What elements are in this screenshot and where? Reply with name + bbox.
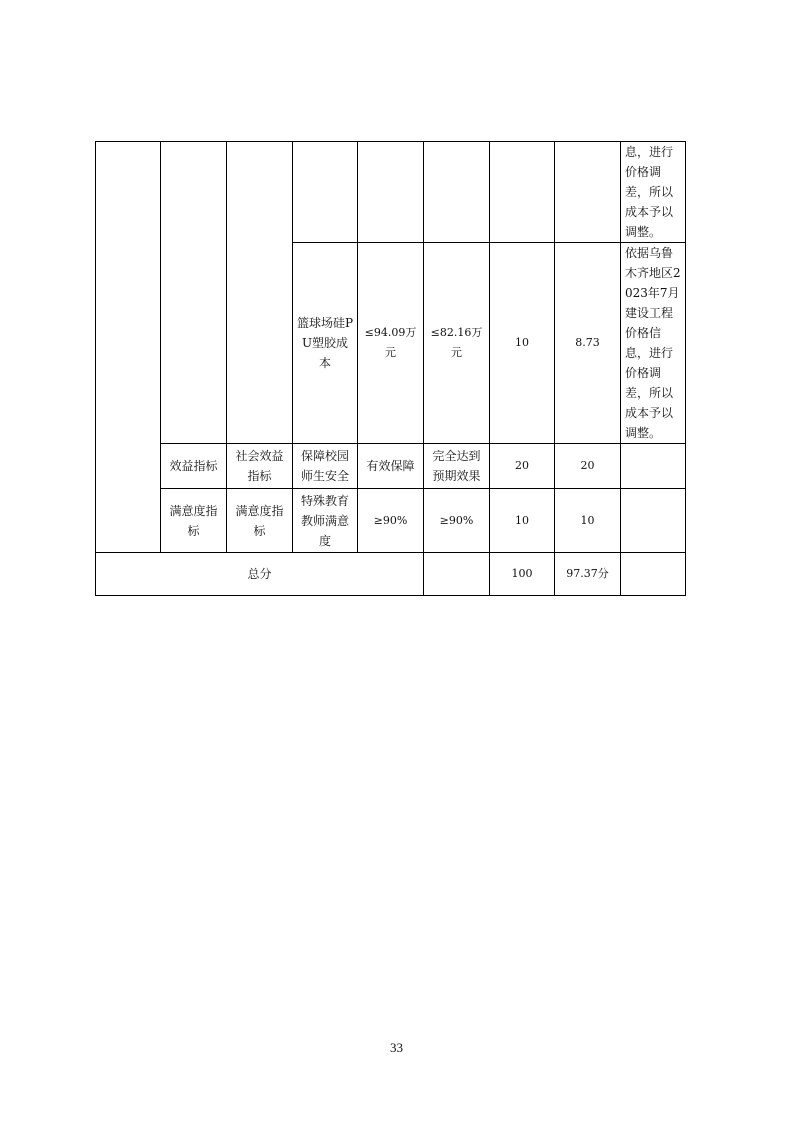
deviation-reason-cell	[621, 444, 686, 489]
deviation-reason-cell: 息，进行价格调差，所以成本予以调整。	[621, 142, 686, 243]
total-score: 97.37分	[555, 553, 621, 596]
actual-value-cell	[424, 142, 490, 243]
score-cell	[555, 142, 621, 243]
indicator-cell: 特殊教育教师满意度	[293, 489, 358, 553]
score-cell: 8.73	[555, 243, 621, 444]
total-note-cell	[621, 553, 686, 596]
table-row	[96, 142, 686, 243]
weight-score-cell: 10	[490, 243, 555, 444]
weight-score-cell: 10	[490, 489, 555, 553]
weight-score-cell: 20	[490, 444, 555, 489]
annual-target-cell: ≤94.09万元	[358, 243, 424, 444]
category-cell-empty	[96, 142, 161, 553]
level2-indicator-cell	[227, 142, 293, 444]
level1-indicator-cell	[161, 142, 227, 444]
actual-value-cell: 完全达到预期效果	[424, 444, 490, 489]
total-row	[96, 553, 686, 596]
level2-indicator-cell: 社会效益指标	[227, 444, 293, 489]
weight-score-cell	[490, 142, 555, 243]
annual-target-cell: 有效保障	[358, 444, 424, 489]
total-label: 总分	[96, 553, 424, 596]
indicator-cell	[293, 142, 358, 243]
performance-evaluation-table	[95, 141, 686, 596]
total-blank-cell	[424, 553, 490, 596]
actual-value-cell: ≥90%	[424, 489, 490, 553]
score-cell: 10	[555, 489, 621, 553]
deviation-reason-cell: 依据乌鲁木齐地区2023年7月建设工程价格信息，进行价格调差，所以成本予以调整。	[621, 243, 686, 444]
total-weight-score: 100	[490, 553, 555, 596]
table-row	[96, 444, 686, 489]
level1-indicator-cell: 满意度指标	[161, 489, 227, 553]
indicator-cell: 篮球场硅PU塑胶成本	[293, 243, 358, 444]
annual-target-cell	[358, 142, 424, 243]
level2-indicator-cell: 满意度指标	[227, 489, 293, 553]
deviation-reason-cell	[621, 489, 686, 553]
indicator-cell: 保障校园师生安全	[293, 444, 358, 489]
annual-target-cell: ≥90%	[358, 489, 424, 553]
page-number: 33	[390, 1040, 403, 1055]
table-row	[96, 489, 686, 553]
actual-value-cell: ≤82.16万元	[424, 243, 490, 444]
score-cell: 20	[555, 444, 621, 489]
level1-indicator-cell: 效益指标	[161, 444, 227, 489]
